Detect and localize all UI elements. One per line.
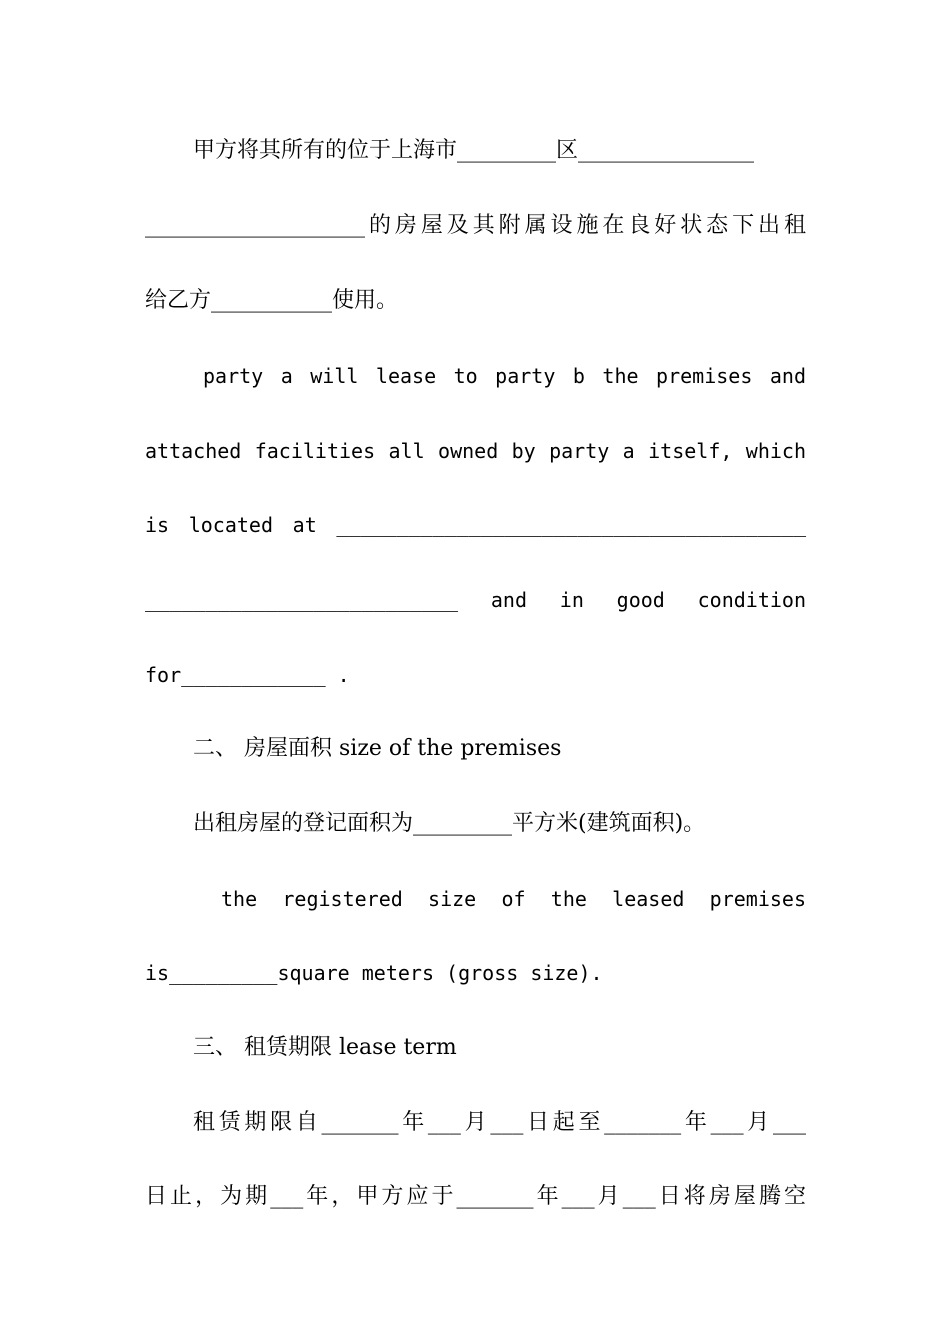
paragraph-2-line-5: for____________ . (145, 663, 350, 687)
paragraph-1-line-1: 甲方将其所有的位于上海市_________区________________ (193, 138, 755, 163)
paragraph-2-line-2: attached facilities all owned by party a itself, which (145, 439, 806, 463)
paragraph-1-line-3: 给乙方___________使用。 (145, 288, 399, 313)
section-heading-3: 三、 租赁期限 lease term (193, 1035, 457, 1060)
paragraph-3-line-1: 出租房屋的登记面积为_________平方米(建筑面积)。 (193, 811, 706, 836)
paragraph-5-line-2: 日止，为期___年，甲方应于_______年___月___日将房屋腾空 (145, 1184, 806, 1209)
paragraph-1-line-2: ____________________的房屋及其附属设施在良好状态下出租 (145, 213, 806, 238)
paragraph-2-line-4: __________________________ and in good condition (145, 588, 806, 612)
section-heading-2: 二、 房屋面积 size of the premises (193, 736, 562, 761)
paragraph-4-line-2: is_________square meters (gross size). (145, 961, 603, 985)
paragraph-5-line-1: 租赁期限自_______年___月___日起至_______年___月___ (193, 1110, 806, 1135)
paragraph-2-line-3: is located at _______________________________________ (145, 513, 806, 537)
paragraph-2-line-1: party a will lease to party b the premises and (203, 364, 806, 388)
paragraph-4-line-1: the registered size of the leased premises (221, 887, 806, 911)
